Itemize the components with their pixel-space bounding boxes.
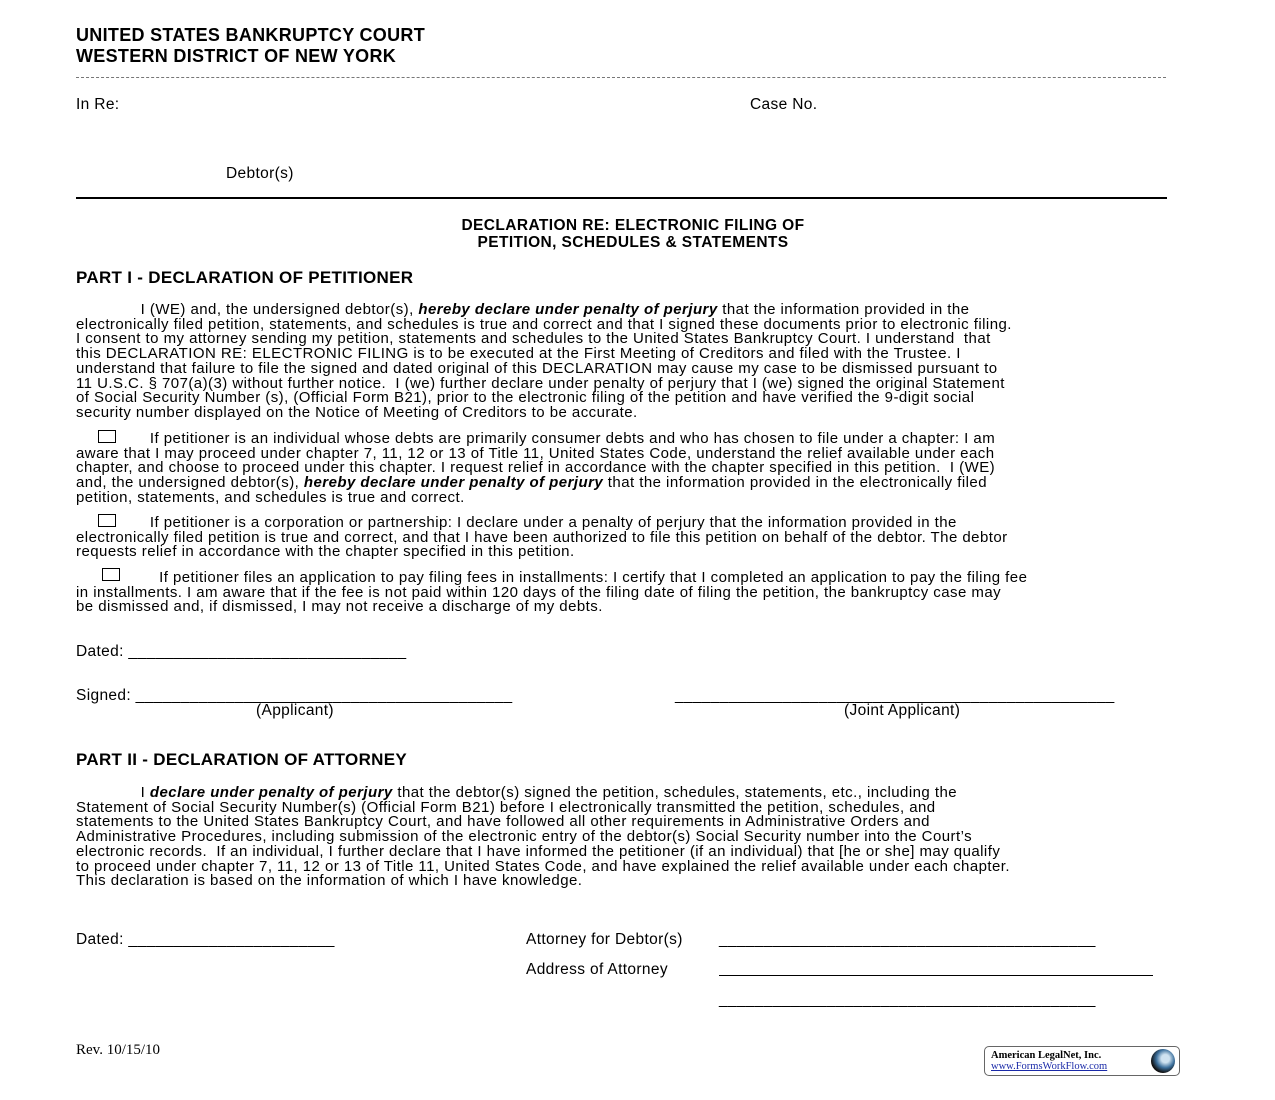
caption-divider [76,197,1167,199]
text-line [76,488,995,506]
emphasis-text: hereby declare under penalty of perjury [303,474,604,492]
text-segment: If petitioner is a corporation or partnership: I declare under a penalty of perjury that the information provided in the [76,514,957,531]
attorney-signature-field[interactable]: __________________________________________ [719,931,1096,948]
case-no-label: Case No. [750,96,818,113]
text-segment: to proceed under chapter 7, 11, 12 or 13 of Title 11, United States Code, and have explained the relief available under each chapter. [76,857,1011,875]
text-segment: statements to the United States Bankruptcy Court, and have followed all other requirements in Administrative Orders and [76,813,930,831]
text-segment: of Social Security Number (s), (Official Form B21), prior to the electronic filing of the petition and have verified the 9-digit social [76,389,975,407]
text-segment: This declaration is based on the information of which I have knowledge. [76,872,583,890]
debtor-label: Debtor(s) [226,165,294,182]
text-segment: I consent to my attorney sending my petition, statements and schedules to the United States Bankruptcy Court. I understand that [76,330,991,348]
text-segment: requests relief in accordance with the chapter specified in this petition. [76,543,575,561]
text-segment: Statement of Social Security Number(s) (Official Form B21) before I electronically transmitted the petition, schedules, and [76,798,936,816]
globe-icon [1151,1049,1175,1073]
part1-dated-field[interactable]: Dated: _______________________________ [76,643,407,660]
text-segment: that the information provided in the [717,301,970,318]
text-line [76,545,1008,560]
text-segment: I [76,784,150,801]
joint-applicant-label: (Joint Applicant) [844,702,961,719]
revision-date: Rev. 10/15/10 [76,1042,161,1058]
title-line: DECLARATION RE: ELECTRONIC FILING OF [461,217,805,234]
text-segment: electronically filed petition, statements, and schedules is true and correct and that I signed these documents prior to electronic filing. [76,315,1012,333]
text-segment: be dismissed and, if dismissed, I may not receive a discharge of my debts. [76,598,603,616]
installments-paragraph [76,571,1027,615]
emphasis-text: hereby declare under penalty of perjury [418,301,718,318]
text-segment: If petitioner is an individual whose debts are primarily consumer debts and who has chosen to file under a chapter: I am [76,430,996,447]
attorney-label: Attorney for Debtor(s) [526,931,683,948]
american-legalnet-logo [984,1046,1180,1076]
in-re-label: In Re: [76,96,120,113]
text-line [76,403,1012,421]
text-segment: and, the undersigned debtor(s), [76,474,304,492]
consumer-debts-paragraph [76,432,995,506]
text-segment: I (WE) and, the undersigned debtor(s), [76,301,419,318]
emphasis-text: declare under penalty of perjury [149,784,393,801]
applicant-label: (Applicant) [256,702,334,719]
logo-company-name: American LegalNet, Inc. [991,1050,1102,1061]
text-segment: understand that failure to file the signed and dated original of this DECLARATION may cause my case to be dismissed pursuant to [76,359,998,377]
text-segment: this DECLARATION RE: ELECTRONIC FILING is to be executed at the First Meeting of Creditors and filed with the Trustee. I [76,345,961,363]
text-segment: 11 U.S.C. § 707(a)(3) without further notice. I (we) further declare under penalty of perjury that I (we) signed the original Statement [76,374,1005,392]
text-segment: If petitioner files an application to pay filing fees in installments: I certify that I completed an application to pay the filing fee [76,569,1028,586]
text-segment: aware that I may proceed under chapter 7, 11, 12 or 13 of Title 11, United States Code, understand the relief available under each [76,444,995,462]
text-segment: Administrative Procedures, including submission of the electronic entry of the debtor(s) Social Security number into the Court’s [76,828,973,846]
joint-applicant-signature-field[interactable]: _________________________________________________ [675,687,1115,704]
text-segment: petition, statements, and schedules is true and correct. [76,488,465,506]
part2-paragraph [76,786,1010,889]
district-name: WESTERN DISTRICT OF NEW YORK [76,46,397,66]
text-segment: electronic records. If an individual, I further declare that I have informed the petitioner (if an individual) that [he or she] may qualify [76,842,1001,860]
address-line-1[interactable] [719,975,1153,976]
text-segment: that the information provided in the electronically filed [603,474,987,492]
address-label: Address of Attorney [526,961,668,978]
text-segment: that the debtor(s) signed the petition, schedules, statements, etc., including the [392,784,958,801]
applicant-signature-field[interactable]: Signed: __________________________________________ [76,687,513,704]
text-segment: in installments. I am aware that if the fee is not paid within 120 days of the filing date of filing the petition, the bankruptcy case may [76,583,1002,601]
title-line: PETITION, SCHEDULES & STATEMENTS [477,234,789,251]
part2-heading: PART II - DECLARATION OF ATTORNEY [76,750,407,769]
court-name: UNITED STATES BANKRUPTCY COURT [76,25,426,45]
logo-website-link[interactable]: www.FormsWorkFlow.com [991,1061,1108,1072]
text-line [76,600,1027,615]
document-title [333,217,933,251]
text-line [76,874,1010,889]
part2-dated-field[interactable]: Dated: _______________________ [76,931,335,948]
text-segment: electronically filed petition is true and correct, and that I have been authorized to file this petition on behalf of the debtor. The debtor [76,528,1008,546]
address-line-2[interactable]: __________________________________________ [719,991,1096,1008]
part1-paragraph [76,303,1012,421]
corporation-paragraph [76,516,1008,560]
text-segment: chapter, and choose to proceed under this chapter. I request relief in accordance with the chapter specified in this petition. I (WE) [76,459,996,477]
part1-heading: PART I - DECLARATION OF PETITIONER [76,268,414,287]
text-segment: security number displayed on the Notice of Meeting of Creditors to be accurate. [76,403,638,421]
header-divider [76,77,1166,78]
